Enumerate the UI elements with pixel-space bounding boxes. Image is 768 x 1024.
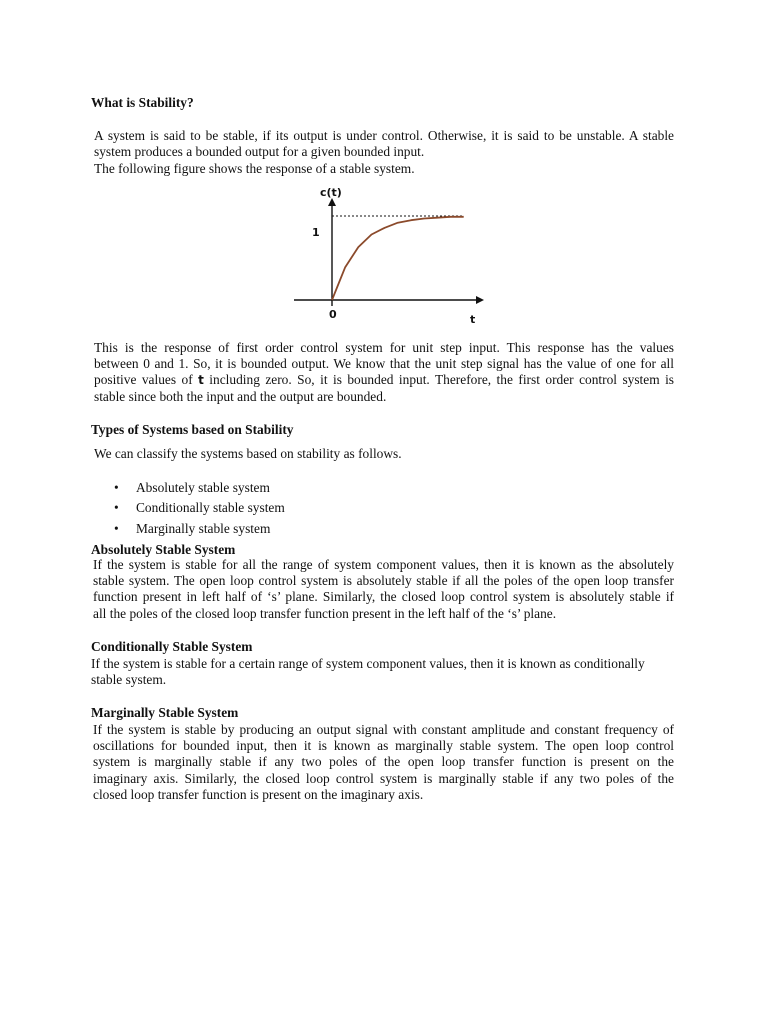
x-axis-label: t [470,313,476,326]
text-line: system is marginally stable if any two poles of the open loop transfer function is present on the [93,754,674,770]
steady-state-tick-label: 1 [312,226,320,239]
text-line: function present in left half of ‘s’ plane. Similarly, the closed loop control system is absolutely stable if [93,589,674,605]
text-line: If the system is stable by producing an output signal with constant amplitude and constant frequency of [93,722,674,737]
y-axis-arrow-icon [328,198,336,206]
text-line: system produces a bounded output for a given bounded input. [94,144,425,160]
text-line: all the poles of the closed loop transfer function present in the left half of the ‘s’ plane. [93,605,557,621]
heading-marginally-stable: Marginally Stable System [91,705,239,720]
stability-types-list [114,480,285,541]
bold-variable-t: t [198,373,204,388]
text-line: stable since both the input and the output are bounded. [94,388,387,404]
text-line: imaginary axis. Similarly, the closed loop control system is marginally stable if any two poles of the [93,770,674,786]
text-fragment: including zero. So, it is bounded input. Therefore, the first order control system is [203,372,675,388]
paragraph-conditionally-stable [91,656,672,688]
axes [294,198,484,306]
heading-conditionally-stable: Conditionally Stable System [91,639,253,654]
paragraph-stability-definition [94,128,674,160]
response-curve [332,217,464,300]
x-axis-arrow-icon [476,296,484,304]
text-line: between 0 and 1. So, it is bounded output. We know that the unit step signal has the value of one for all [94,356,674,372]
y-axis-label: c(t) [320,186,342,199]
text-line: oscillations for bounded input, then it is known as marginally stable system. The open loop control [93,738,674,754]
text-line: This is the response of first order control system for unit step input. This response has the values [94,340,674,355]
list-item: • Conditionally stable system [114,500,285,520]
heading-what-is-stability: What is Stability? [91,95,194,110]
plot-marks [332,216,464,300]
text-line-with-bold [94,372,674,388]
text-line: If the system is stable for all the range of system component values, then it is known as the absolutely [93,557,674,572]
paragraph-absolutely-stable [93,557,674,622]
text-line: stable system. [91,672,167,688]
text-line: stable system. The open loop control system is absolutely stable if all the poles of the open loop transfer [93,573,674,589]
paragraph-marginally-stable [93,722,674,803]
paragraph-classify-intro: We can classify the systems based on stability as follows. [94,446,402,461]
origin-tick-label: 0 [329,308,337,321]
step-response-figure [290,184,490,330]
text-line: A system is said to be stable, if its output is under control. Otherwise, it is said to be unstable. A stable [94,128,674,143]
paragraph-response-explanation [94,340,674,405]
text-fragment: positive values of [94,372,199,388]
text-line: closed loop transfer function is present on the imaginary axis. [93,786,424,802]
paragraph-figure-intro: The following figure shows the response of a stable system. [94,161,415,176]
list-item: • Marginally stable system [114,521,285,541]
list-item: • Absolutely stable system [114,480,285,500]
text-line: If the system is stable for a certain range of system component values, then it is known as conditionally [91,656,645,671]
heading-absolutely-stable: Absolutely Stable System [91,542,236,557]
heading-types-of-systems: Types of Systems based on Stability [91,422,294,437]
